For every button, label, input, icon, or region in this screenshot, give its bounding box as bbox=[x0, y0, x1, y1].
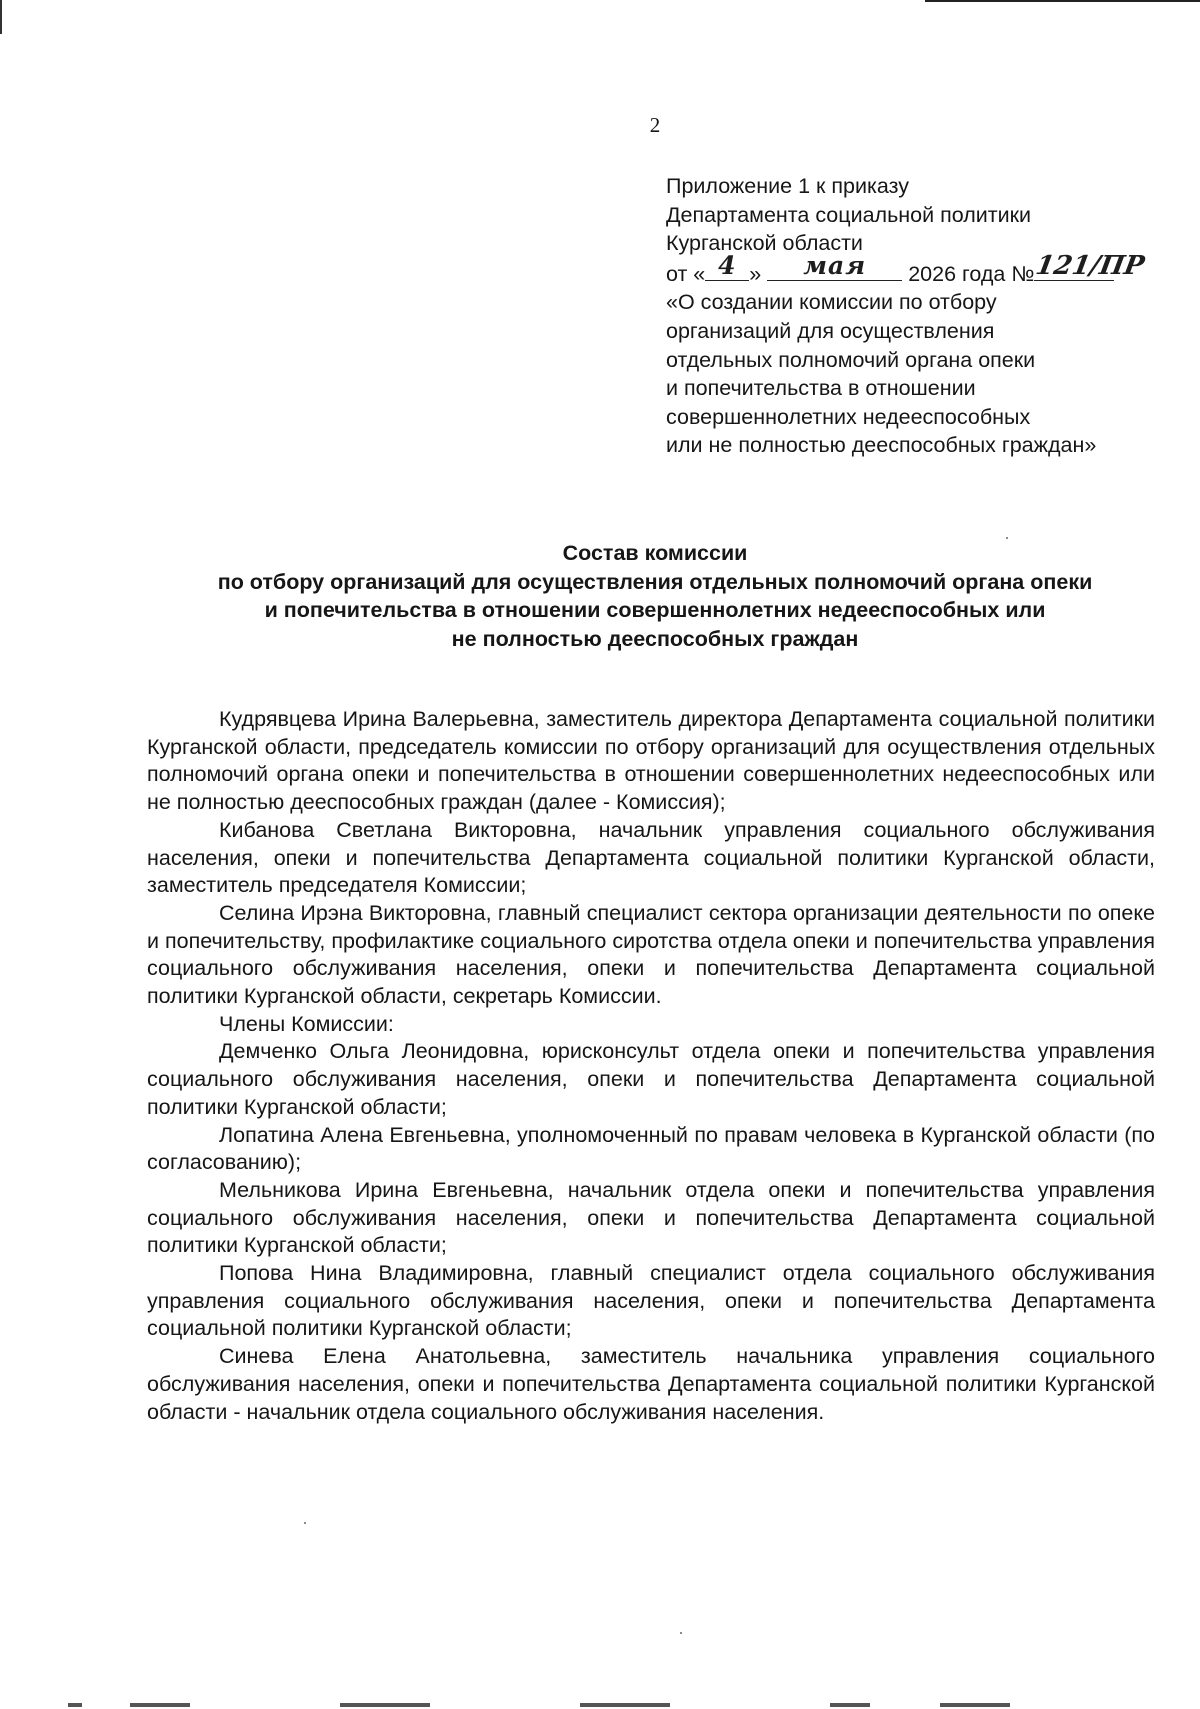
order-title-line: совершеннолетних недееспособных bbox=[666, 404, 1031, 429]
order-title-line: и попечительства в отношении bbox=[666, 376, 976, 401]
members-heading: Члены Комиссии: bbox=[219, 1011, 394, 1036]
document-title-line: по отбору организаций для осуществления отдельных полномочий органа опеки bbox=[217, 569, 1093, 594]
date-month-blank bbox=[767, 250, 902, 281]
document-title-line: не полностью дееспособных граждан bbox=[451, 626, 859, 651]
member-item: Синева Елена Анатольевна, заместитель начальника управления социального обслуживания населения, опеки и попечительства Департамента социальной политики Курганской области - начальник отдела социального обслуживания населения. bbox=[147, 1344, 1155, 1424]
member-item: Попова Нина Владимировна, главный специалист отдела социального обслуживания управления социального обслуживания населения, опеки и попечительства Департамента социальной политики Курганской области; bbox=[147, 1261, 1155, 1341]
order-number-handwritten: 121/ПР bbox=[1033, 250, 1147, 281]
order-date-line bbox=[666, 250, 1186, 289]
scan-edge-line bbox=[925, 0, 1200, 2]
document-title bbox=[140, 539, 1170, 653]
date-year-text: 2026 года № bbox=[908, 261, 1035, 286]
date-month-handwritten: мая bbox=[803, 250, 867, 280]
scan-edge-mark bbox=[0, 0, 2, 34]
scan-bottom-edge bbox=[60, 1703, 1120, 1709]
order-title-line: организаций для осуществления bbox=[666, 318, 995, 343]
order-number-blank bbox=[1033, 250, 1147, 281]
member-item: Демченко Ольга Леонидовна, юрисконсульт отдела опеки и попечительства управления социального обслуживания населения, опеки и попечительства Департамента социальной политики Курганской области; bbox=[147, 1039, 1155, 1119]
order-title-line: или не полностью дееспособных граждан» bbox=[666, 433, 1097, 458]
appendix-line: Департамента социальной политики bbox=[666, 202, 1032, 227]
member-deputy-chair: Кибанова Светлана Викторовна, начальник управления социального обслуживания населения, опеки и попечительства Департамента социальной политики Курганской области, заместитель председателя Комиссии; bbox=[147, 817, 1155, 898]
scan-speck bbox=[680, 1632, 682, 1634]
scan-speck bbox=[1006, 537, 1008, 539]
date-day-handwritten: 4 bbox=[718, 250, 737, 280]
order-title-line: «О создании комиссии по отбору bbox=[666, 290, 997, 315]
member-item: Мельникова Ирина Евгеньевна, начальник отдела опеки и попечительства управления социального обслуживания населения, опеки и попечительства Департамента социальной политики Курганской области; bbox=[147, 1177, 1155, 1258]
member-chair: Кудрявцева Ирина Валерьевна, заместитель директора Департамента социальной политики Курганской области, председатель комиссии по отбору организаций для осуществления отдельных полномочий органа опеки и попечительства в отношении совершеннолетних недееспособных или не полностью дееспособных граждан (далее - Комиссия); bbox=[147, 707, 1155, 815]
page-number: 2 bbox=[649, 113, 661, 137]
order-title-line: отдельных полномочий органа опеки bbox=[666, 347, 1036, 372]
document-title-line: Состав комиссии bbox=[562, 541, 748, 565]
date-mid: » bbox=[749, 261, 762, 286]
member-item: Лопатина Алена Евгеньевна, уполномоченный по правам человека в Курганской области (по согласованию); bbox=[147, 1122, 1155, 1175]
appendix-header bbox=[666, 172, 1186, 460]
appendix-line: Приложение 1 к приказу bbox=[666, 174, 909, 198]
member-secretary: Селина Ирэна Викторовна, главный специалист сектора организации деятельности по опеке и попечительству, профилактике социального сиротства отдела опеки и попечительства управления социального обслуживания населения, опеки и попечительства Департамента социальной политики Курганской области, секретарь Комиссии. bbox=[147, 900, 1155, 1009]
date-day-blank bbox=[705, 250, 749, 281]
scan-speck bbox=[304, 1522, 306, 1524]
appendix-line: Курганской области bbox=[666, 231, 863, 256]
date-prefix: от « bbox=[666, 261, 706, 286]
document-title-line: и попечительства в отношении совершеннолетних недееспособных или bbox=[264, 598, 1046, 622]
commission-members-list bbox=[147, 706, 1155, 1426]
